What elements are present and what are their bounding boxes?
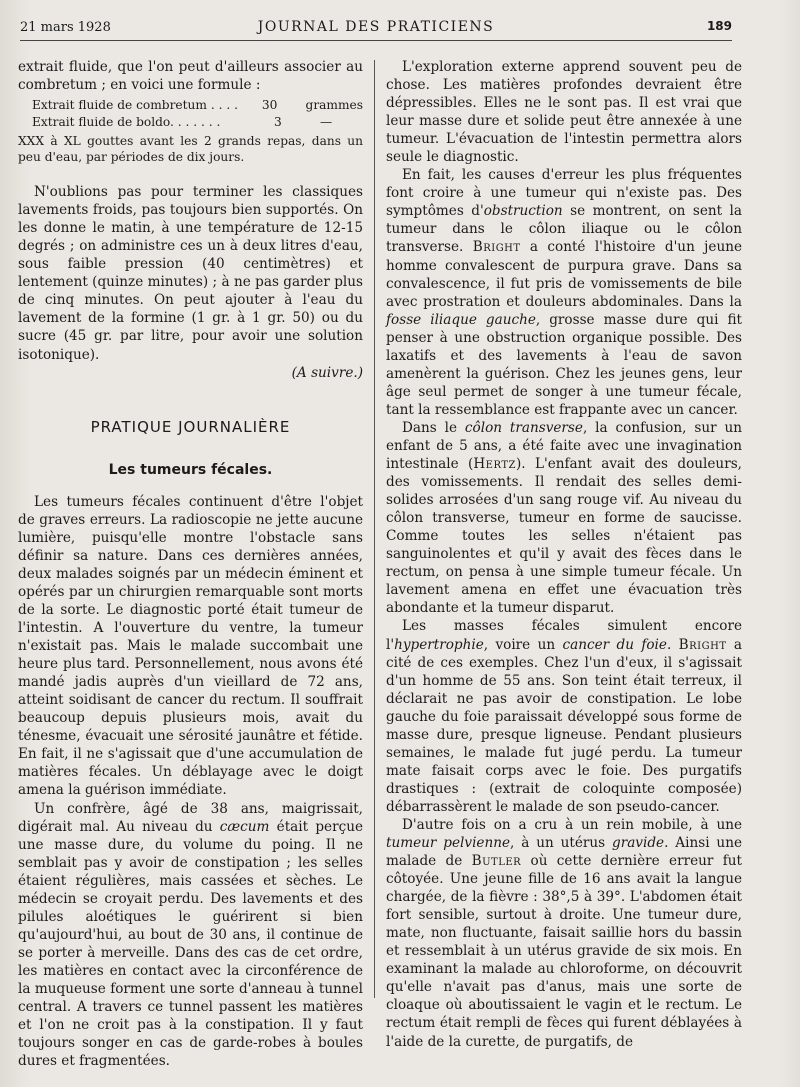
article-paragraph: Les masses fécales simulent encore l'hypertrophie, voire un cancer du foie. Bright a cité de ces exemples. Chez l'un d'eux, il s'agissait d'un homme de 55 ans. Son teint était terreux, il déclarait ne pas avoir de constipation. Le lobe gauche du foie paraissait développé sous forme de masse dure, presque ligneuse. Pendant plusieurs semaines, le malade fut jugé perdu. La tumeur mate faisait corps avec le foie. Des purgatifs drastiques : (extrait de coloquinte composée) débarrassèrent le malade de son pseudo-cancer. (386, 618, 742, 815)
formula-quantity: 30 (261, 98, 278, 113)
header-date: 21 mars 1928 (20, 20, 111, 35)
article-title: Les tumeurs fécales. (108, 461, 273, 478)
formula-unit: grammes (305, 98, 363, 113)
running-header (20, 18, 732, 41)
section-title: PRATIQUE JOURNALIÈRE (90, 417, 291, 436)
article-paragraph: D'autre fois on a cru à un rein mobile, à une tumeur pelvienne, à un utérus gravide. Ainsi une malade de Butler où cette dernière erreur fut côtoyée. Une jeune fille de 16 ans avait la langue chargée, de la fièvre : 38°,5 à 39°. L'abdomen était fort sensible, surtout à droite. Une tumeur dure, mate, non fluctuante, faisait saillie hors du bassin et ressemblait à un utérus gravide de six mois. En examinant la malade au chloroforme, on découvrit qu'elle n'avait pas d'anus, mais une sorte de cloaque où aboutissaient le vagin et le rectum. Le rectum était rempli de fèces qui furent déblayées à l'aide de la curette, de purgatifs, de (386, 816, 742, 1050)
spacer (18, 165, 363, 183)
article-paragraph: Un confrère, âgé de 38 ans, maigrissait, digérait mal. Au niveau du cæcum était perçue une masse dure, du volume du poing. Il ne semblait pas y avoir de constipation ; les selles étaient régulières, mais cassées et sèches. Le médecin se croyait perdu. Des lavements et des pilules aloétiques le guérirent si bien qu'aujourd'hui, au bout de 30 ans, il continue de se porter à merveille. Dans des cas de cet ordre, les matières en contact avec la circonférence de la muqueuse forment une sorte d'anneau à tunnel central. A travers ce tunnel passent les matières et l'on ne croit pas à la constipation. Il y faut toujours songer en cas de garde-robes à boules dures et fragmentées. (18, 800, 363, 1070)
italic-term: fosse iliaque gauche (386, 311, 536, 328)
author-name: Hertz (473, 456, 516, 473)
author-name: Bright (678, 636, 727, 653)
page-number: 189 (706, 19, 732, 33)
italic-term: obstruction (483, 203, 563, 220)
formula-ingredient: Extrait fluide de boldo. . . . . . . (32, 115, 221, 130)
italic-term: gravide (612, 835, 665, 852)
formula-block (32, 97, 363, 131)
article-paragraph: L'exploration externe apprend souvent peu de chose. Les matières profondes devraient être dépressibles. Elles ne le sont pas. Il est vrai que leur masse dure et solide peut être annexée à une tumeur. L'évacuation de l'intestin permettra alors seule le diagnostic. (386, 59, 742, 166)
article-paragraph: En fait, les causes d'erreur les plus fréquentes font croire à une tumeur qui n'existe pas. Des symptômes d'obstruction se montrent, on sent la tumeur dans le côlon iliaque ou le côlon transverse. Bright a conté l'histoire d'un jeune homme convalescent de purpura grave. Dans sa convalescence, il fut pris de vomissements de bile avec prostration et douleurs abdominales. Dans la fosse iliaque gauche, grosse masse dure qui fit penser à une obstruction organique possible. Des laxatifs et des lavements à l'eau de savon amenèrent la guérison. Chez les jeunes gens, leur âge seul permet de songer à une tumeur fécale, tant la ressemblance est frappante avec un cancer. (386, 167, 742, 418)
left-column (18, 58, 363, 1087)
journal-title: JOURNAL DES PRATICIENS (257, 19, 495, 35)
article-paragraph: Les tumeurs fécales continuent d'être l'objet de graves erreurs. La radioscopie ne jette aucune lumière, puisqu'elle montre l'obstacle sans définir sa nature. Dans ces dernières années, deux malades soignés par un médecin éminent et opérés par un chirurgien remarquable sont morts de la sorte. Le diagnostic porté était tumeur de l'intestin. A l'ouverture du ventre, la tumeur n'existait pas. Mais le malade succombait une heure plus tard. Personnellement, nous avons été mandé jadis auprès d'un vieillard de 72 ans, atteint soidisant de cancer du rectum. Il souffrait beaucoup depuis plusieurs mois, avait du ténesme, évacuait une sérosité jaunâtre et fétide. En fait, il ne s'agissait que d'une accumulation de matières fécales. Un déblayage avec le doigt amena la guérison immédiate. (18, 493, 363, 799)
author-name: Butler (471, 853, 522, 870)
italic-term: tumeur pelvienne (386, 835, 511, 852)
intro-paragraph: extrait fluide, que l'on peut d'ailleurs associer au combretum ; en voici une formule : (18, 59, 363, 94)
formula-row (32, 114, 363, 131)
italic-term: côlon transverse (464, 419, 583, 436)
formula-row (32, 97, 363, 114)
lavements-paragraph: N'oublions pas pour terminer les classiques lavements froids, pas toujours bien supportés. On les donne le matin, à une température de 12-15 degrés ; on administre ces un à deux litres d'eau, sous faible pression (40 centimètres) et lentement (quinze minutes) ; à ne pas garder plus de cinq minutes. On peut ajouter à l'eau du lavement de la formine (1 gr. à 1 gr. 50) ou du sucre (45 gr. par litre, pour avoir une solution isotonique). (18, 184, 363, 363)
italic-term: cæcum (219, 818, 270, 835)
to-be-continued: (A suivre.) (291, 364, 363, 381)
formula-quantity: 3 (274, 115, 282, 130)
formula-unit: — (320, 115, 333, 130)
italic-term: hypertrophie (394, 636, 484, 653)
right-column (386, 58, 742, 1087)
author-name: Bright (472, 239, 521, 256)
formula-ingredient: Extrait fluide de combretum . . . . (32, 98, 238, 113)
article-paragraph: Dans le côlon transverse, la confusion, sur un enfant de 5 ans, a été faite avec une invagination intestinale (Hertz). L'enfant avait des douleurs, des vomissements. Il rendait des selles demi-solides arrosées d'un sang rouge vif. Au niveau du côlon transverse, tumeur en forme de saucisse. Comme toutes les selles n'étaient pas sanguinolentes et qu'il y avait des fèces dans le rectum, on pensa à une simple tumeur fécale. Un lavement amena en effet une évacuation très abondante et la tumeur disparut. (386, 419, 742, 617)
column-divider (374, 60, 375, 998)
dosage-instruction: XXX à XL gouttes avant les 2 grands repas, dans un peu d'eau, par périodes de dix jours. (18, 134, 363, 165)
italic-term: cancer du foie (562, 636, 667, 653)
